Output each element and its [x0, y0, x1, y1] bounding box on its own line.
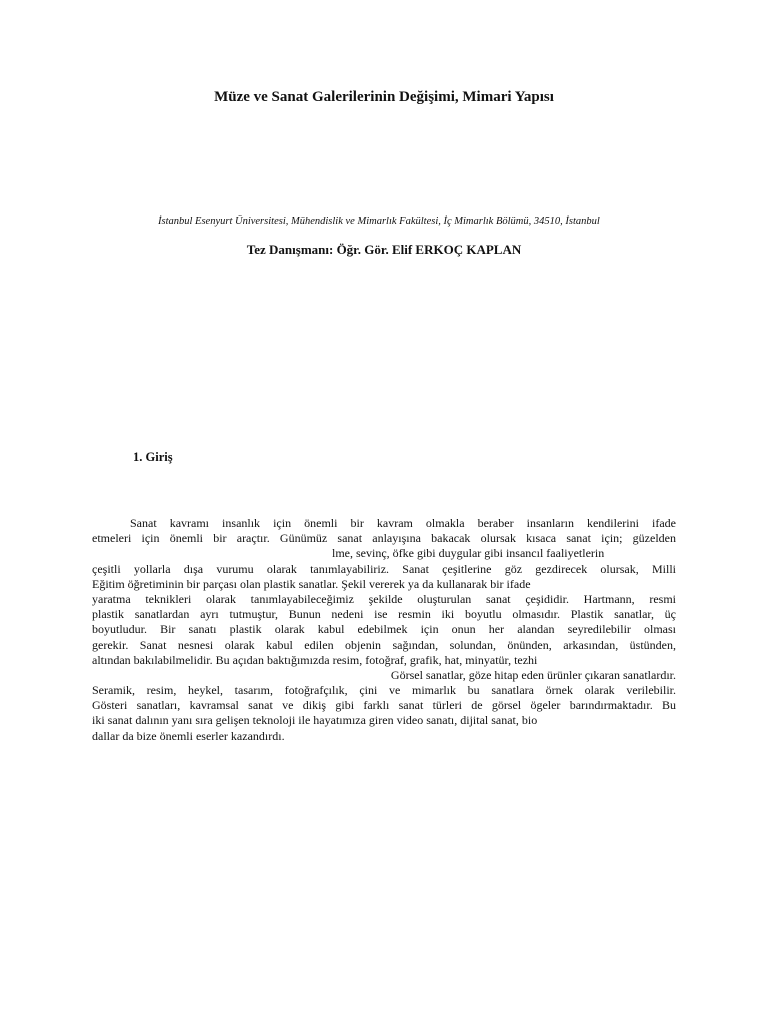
- thesis-advisor: Tez Danışmanı: Öğr. Gör. Elif ERKOÇ KAPLAN: [246, 242, 522, 257]
- paragraph-line: Sanat kavramı insanlık için önemli bir kavram olmakla beraber insanların kendilerini ifade: [130, 516, 676, 530]
- paragraph-line: yaratma teknikleri olarak tanımlayabileceğimiz şekilde oluşturulan sanat çeşididir. Hartmann, resmi: [92, 591, 676, 606]
- section-heading-introduction: 1. Giriş: [133, 450, 173, 464]
- paragraph-line: boyutludur. Bir sanatı plastik olarak kabul edebilmek için onun her alandan seyredilebilir olması: [92, 622, 676, 637]
- author-affiliation: İstanbul Esenyurt Üniversitesi, Mühendislik ve Mimarlık Fakültesi, İç Mimarlık Bölümü, 34510, İstanbul: [158, 216, 600, 227]
- document-title: Müze ve Sanat Galerilerinin Değişimi, Mimari Yapısı: [214, 89, 554, 105]
- paragraph-line: altından bakılabilmelidir. Bu açıdan baktığımızda resim, fotoğraf, grafik, hat, minyatür, tezhi: [92, 652, 538, 667]
- paragraph-line: plastik sanatlardan ayrı tutmuştur, Bunun nedeni ise resmin iki boyutlu olmasıdır. Plastik sanatlar, üç: [92, 607, 676, 622]
- paragraph-line: etmeleri için önemli bir araçtır. Günümüz sanat anlayışına bakacak olursak kısaca sanat için; güzelden: [92, 531, 676, 546]
- paragraph-line: Gösteri sanatları, kavramsal sanat ve dikiş gibi farklı sanat türleri de görsel ögeler barındırmaktadır. Bu: [92, 698, 676, 713]
- paragraph-line: dallar da bize önemli eserler kazandırdı.: [92, 728, 285, 743]
- paragraph-line: Görsel sanatlar, göze hitap eden ürünler çıkaran sanatlardır.: [390, 667, 676, 682]
- paragraph-line: lme, sevinç, öfke gibi duygular gibi insancıl faaliyetlerin: [332, 546, 605, 561]
- paragraph-line: Eğitim öğretiminin bir parçası olan plastik sanatlar. Şekil vererek ya da kullanarak bir ifade: [92, 576, 531, 591]
- introduction-paragraph: [92, 516, 676, 744]
- paragraph-line: gerekir. Sanat nesnesi olarak kabul edilen objenin sağından, solundan, önünden, arkasından, üstünden,: [92, 637, 676, 652]
- paragraph-line: çeşitli yollarla dışa vurumu olarak tanımlayabiliriz. Sanat çeşitlerine göz gezdirecek olursak, Milli: [92, 561, 676, 576]
- paragraph-line: Seramik, resim, heykel, tasarım, fotoğrafçılık, çini ve mimarlık bu sanatlara örnek olarak verilebilir.: [92, 683, 676, 698]
- paragraph-line: iki sanat dalının yanı sıra gelişen teknoloji ile hayatımıza giren video sanatı, dijital sanat, bio: [92, 713, 538, 728]
